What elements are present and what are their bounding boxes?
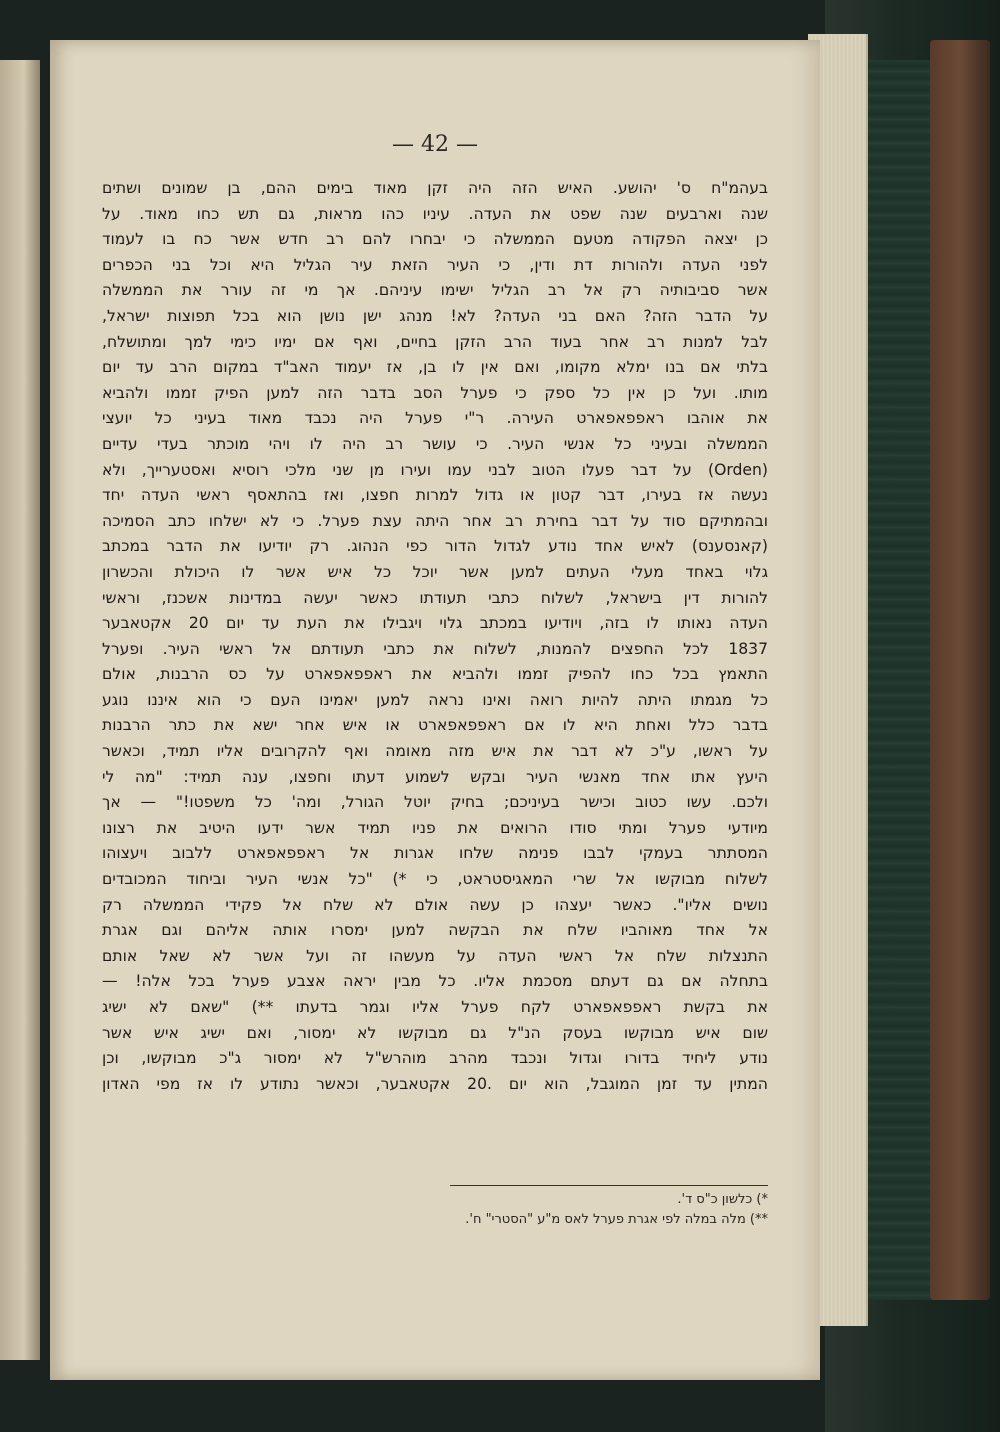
text-line: (קאנסענס) לאיש אחד נודע לגדול הדור כפי הנהוג. רק יודיעו את הדבר במכתב: [102, 537, 768, 556]
text-line: כל מגמתו היתה להיות רואה ואינו נראה למען יאמינו העם כי הוא איננו נוגע: [102, 690, 768, 709]
text-line: את בקשת ראפפאפארט לקח פערל אליו וגמר בדעתו **) "שאם לא ישיג: [102, 998, 768, 1016]
text-line: נושים אליו". כאשר יעצהו כן עשה אולם לא שלח אל פקידי הממשלה רק: [102, 895, 768, 914]
text-line: הממשלה ובעיני כל אנשי העיר. כי עושר רב היה לו ויהי מוכתר בעדי עדיים: [102, 434, 768, 453]
text-line: ולכם. עשו כטוב וכישר בעיניכם; בחיק יוטל הגורל, ומה' כל משפטו!" — אך: [102, 793, 768, 812]
text-line: את אוהבו ראפפאפארט העירה. ר"י פערל היה נכבד מאוד בעיני כל יועצי: [102, 409, 768, 428]
footnote-rule: [450, 1185, 768, 1186]
footnote: *) כלשון כ"ס ד'.: [677, 1192, 768, 1207]
footnote: **) מלה במלה לפי אגרת פערל לאס מ"ע "הסטרי" ח'.: [465, 1212, 768, 1227]
text-line: המסתתר בעמקי לבבו פנימה שלחו אגרות אל ראפפאפארט ללבוב ויעצוהו: [102, 844, 768, 863]
text-line: (Orden) על דבר פעלו הטוב לבני עמו ועירו מן שני מלכי רוסיא ואסטערייך, ולא: [102, 460, 768, 479]
text-line: ובהמתיקם סוד על דבר בחירת רב אחר היתה עצת פערל. כי לא ישלחו כתב הסמיכה: [102, 511, 768, 530]
book-page: [50, 40, 820, 1380]
text-line: שום איש מבוקשו בעסק הנ"ל גם מבוקשו לא ימסור, ואם ישיג איש אשר: [102, 1023, 768, 1042]
text-line: על ראשו, ע"כ לא דבר את איש מזה מאומה ואף להקרובים אליו תמיד, וכאשר: [102, 742, 768, 761]
text-line: מיודעי פערל ומתי סודו הרואים את פניו תמיד אשר ידעו היטיב את רצונו: [102, 818, 768, 837]
text-line: היעץ אתו אחד מאנשי העיר ובקש לשמוע דעתו וחפצו, ענה תמיד: "מה לי: [102, 767, 768, 786]
text-line: שנה וארבעים שנה שפט את העדה. עיניו כהו מראות, גם תש כחו מאוד. על: [102, 204, 768, 223]
text-line: אשר סביבותיה רק אל רב הגליל ישימו עיניהם. אך מי זה עורר את הממשלה: [102, 281, 768, 300]
text-line: התנצלות שלח אל ראשי העדה על מעשהו זה ועל אשר לא שאל אותם: [102, 946, 768, 965]
text-line: כן יצאה הפקודה מטעם הממשלה כי יבחרו להם רב חדש אשר כח בו לעמוד: [102, 230, 768, 249]
text-line: בעהמ"ח ס' יהושע. האיש הזה היה זקן מאוד בימים ההם, בן שמונים ושתים: [102, 179, 768, 197]
text-line: על הדבר הזה? האם בני העדה? לא! מנהג ישן נושן הוא בכל תפוצות ישראל,: [102, 306, 768, 325]
page-number: — 42 —: [392, 132, 478, 157]
text-line: נעשה אז בעירו, דבר קטון או גדול למרות חפצו, ואז בהתאסף ראשי העדה יחד: [102, 486, 768, 505]
facing-page-edge: [0, 60, 40, 1360]
text-line: העדה נאותו לו בזה, ויודיעו במכתב גלוי ויגבילו את העת עד יום 20 אקטאבער: [102, 614, 768, 633]
text-line: נודע ליחיד בדורו וגדול ונכבד מהרב מוהרש"ל לא ימסור ג"כ מבוקשו, וכן: [102, 1049, 768, 1068]
text-line: המתין עד זמן המוגבל, הוא יום .20 אקטאבער, וכאשר נתודע לו אז מפי האדון: [102, 1074, 768, 1093]
text-line: אל אחד מאוהביו שלח את הבקשה למען ימסרו אותה אליהם וגם אגרת: [102, 921, 768, 940]
text-line: להורות דין בישראל, לשלוח כתבי תעודתו כאשר יעשה במדינות אשכנז, וראשי: [102, 588, 768, 607]
footnotes: [190, 1190, 768, 1230]
text-line: מותו. ועל כן אין כל ספק כי פערל הסב בדבר הזה למען הפיק זממו ולהביא: [102, 383, 768, 402]
text-line: לשלוח מבוקשו אל שרי המאגיסטראט, כי *) "כל אנשי העיר וביחוד המכובדים: [102, 870, 768, 889]
book-spine-edge: [930, 40, 990, 1300]
text-line: בתחלה אם גם דעתם מסכמת אליו. כל מבין יראה אצבע פערל בכל אלה! —: [102, 972, 768, 991]
text-line: לבל למנות רב אחר בעוד הרב הזקן בחיים, ואף אם ימיו כימי למך ומתושלח,: [102, 332, 768, 351]
text-line: התאמץ בכל כחו להפיק זממו ולהביא את ראפפאפארט על כס הרבנות, אולם: [102, 665, 768, 684]
body-text: [102, 176, 768, 1097]
text-line: גלוי באחד מעלי העתים למען אשר יוכל כל איש אשר לו היכולת והכשרון: [102, 562, 768, 581]
text-line: בדבר כלל ואחת היא לו אם ראפפאפארט או איש אחר ישא את כתר הרבנות: [102, 716, 768, 735]
text-line: 1837 לכל החפצים להמנות, לשלוח את כתבי תעודתם אל ראשי העיר. ופערל: [102, 639, 768, 658]
text-line: בלתי אם בנו ימלא מקומו, ואם אין לו בן, אז יעמוד האב"ד במקום הרב עד יום: [102, 358, 768, 377]
text-line: לפני העדה ולהורות דת ודין, כי העיר הזאת עיר הגליל היא וכל בני הכפרים: [102, 255, 768, 274]
